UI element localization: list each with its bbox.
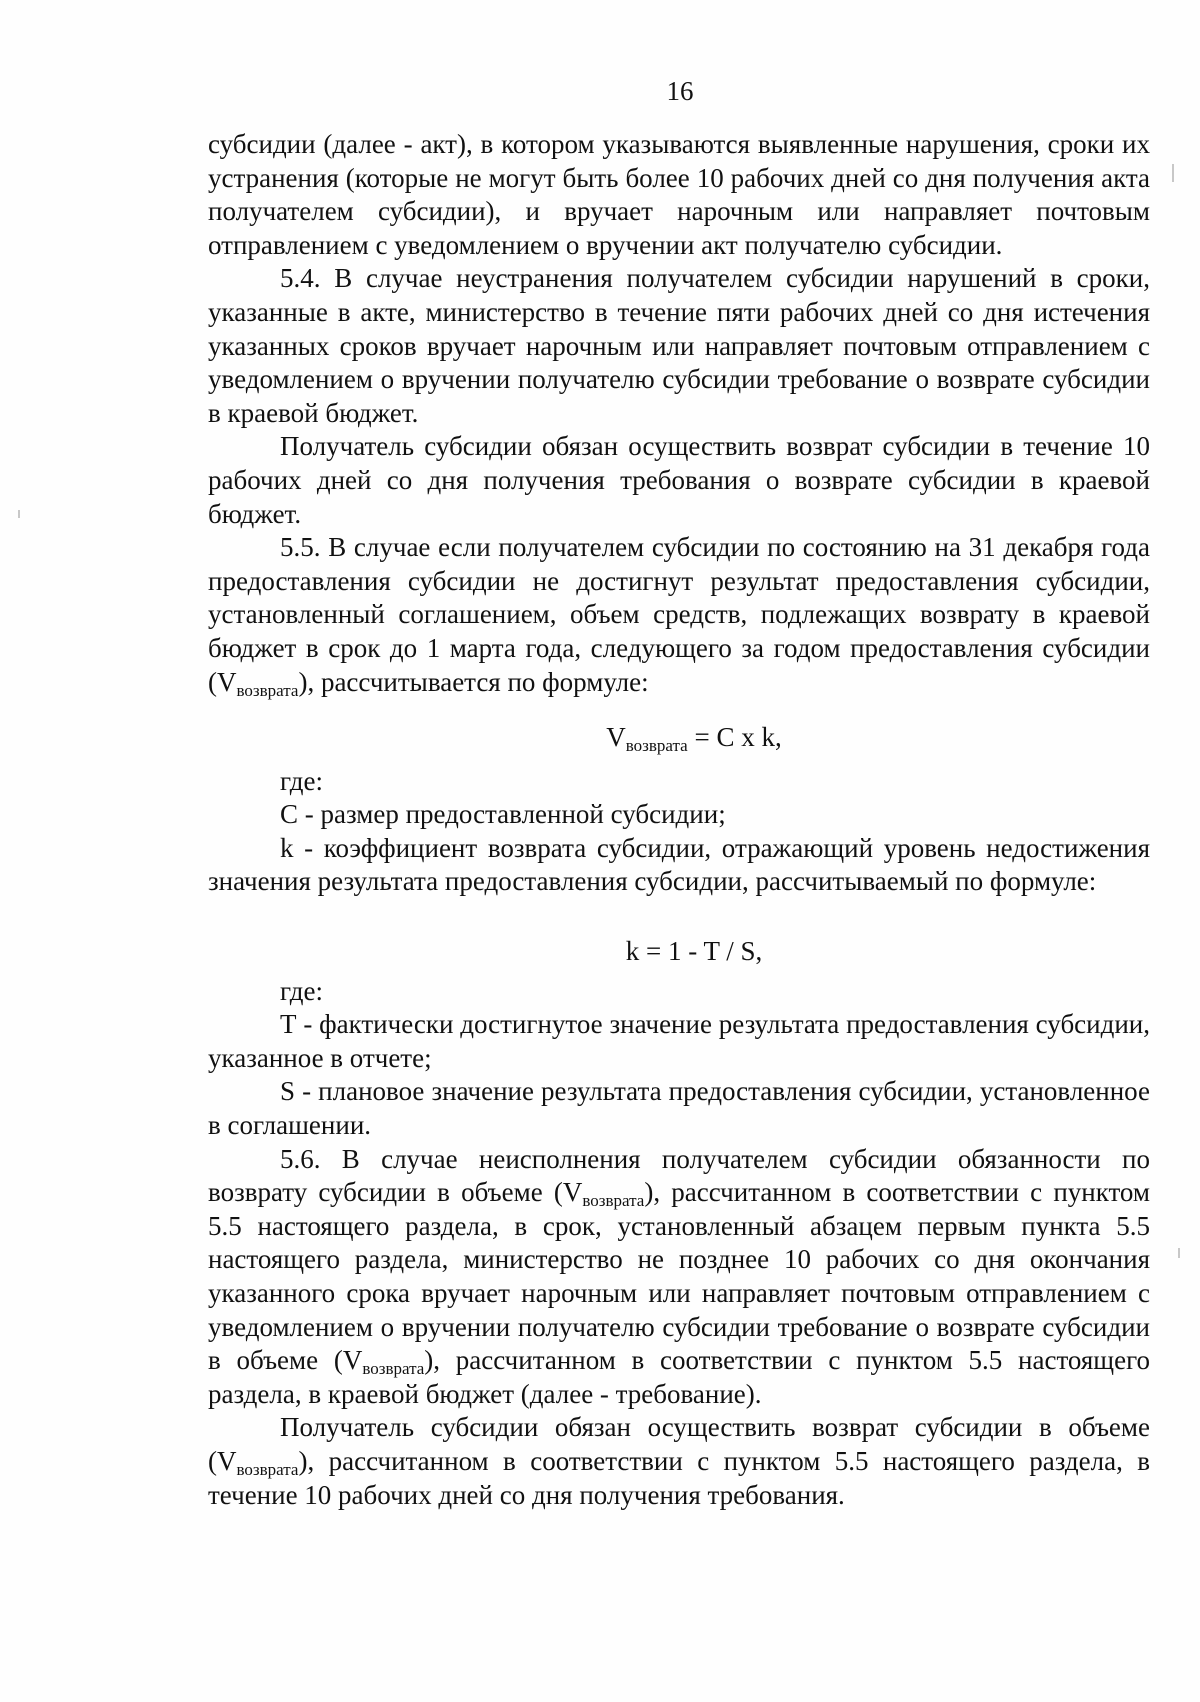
formula-v-rhs: = С x k, <box>687 722 782 753</box>
paragraph-final-part-a: Получатель субсидии обязан осуществить возврат субсидии в объеме (V <box>208 1412 1150 1476</box>
formula-v-subscript: возврата <box>625 736 688 756</box>
paragraph-5-6-subscript-1: возврата <box>582 1191 645 1211</box>
where-label-2: где: <box>280 975 323 1006</box>
paragraph-5-5-text: 5.5. В случае если получателем субсидии по состоянию на 31 декабря года предоставления субсидии не достигнут результат предоставления субсидии, установленный соглашением, объем средств, подлежащих возврату в краевой бюджет в срок до 1 марта года, следующего за годом предоставления субсидии (V <box>208 532 1150 697</box>
scan-artifact-right-mid <box>1178 1248 1180 1258</box>
paragraph-final-part-b: ), рассчитанном в соответствии с пунктом 5.5 настоящего раздела, в течение 10 рабочих дней со дня получения требования. <box>208 1445 1150 1510</box>
where-label-1: где: <box>280 765 323 796</box>
paragraph-5-6 <box>208 1143 1150 1412</box>
paragraph-5-5 <box>208 531 1150 699</box>
subscript-vozvrata: возврата <box>236 680 299 700</box>
paragraph-act-continuation: субсидии (далее - акт), в котором указываются выявленные нарушения, сроки их устранения (которые не могут быть более 10 рабочих дней со дня получения акта получателем субсидии), и вручает нарочным или направляет почтовым отправлением с уведомлением о вручении акт получателю субсидии. <box>208 129 1150 260</box>
definition-k: k - коэффициент возврата субсидии, отражающий уровень недостижения значения результата предоставления субсидии, рассчитываемый по формуле: <box>208 832 1150 897</box>
formula-k: k = 1 - T / S, <box>625 936 763 967</box>
document-body <box>208 128 1150 1512</box>
paragraph-5-4: 5.4. В случае неустранения получателем субсидии нарушений в сроки, указанные в акте, министерство в течение пяти рабочих дней со дня истечения указанных сроков вручает нарочным или направляет почтовым отправлением с уведомлением о вручении получателю субсидии требование о возврате субсидии в краевой бюджет. <box>208 263 1150 428</box>
paragraph-5-6-part-a: 5.6. В случае неисполнения получателем субсидии обязанности по возврату субсидии в объеме (V <box>208 1143 1150 1208</box>
scan-artifact-left <box>18 510 20 518</box>
definition-c: С - размер предоставленной субсидии; <box>280 799 726 830</box>
formula-v-return <box>208 721 1150 755</box>
scan-artifact-right-top <box>1172 164 1174 182</box>
paragraph-5-6-part-c: ), рассчитанном в соответствии с пунктом 5.5 настоящего раздела, в краевой бюджет (далее - требование). <box>208 1345 1150 1409</box>
paragraph-5-6-subscript-2: возврата <box>362 1359 425 1379</box>
page-number: 16 <box>666 76 694 106</box>
paragraph-5-5-tail: ), рассчитывается по формуле: <box>298 666 649 697</box>
definition-t: Т - фактически достигнутое значение результата предоставления субсидии, указанное в отчете; <box>208 1009 1150 1073</box>
paragraph-final-subscript: возврата <box>236 1459 299 1479</box>
definition-s: S - плановое значение результата предоставления субсидии, установленное в соглашении. <box>208 1076 1150 1141</box>
paragraph-5-6-part-b: ), рассчитанном в соответствии с пунктом 5.5 настоящего раздела, в срок, установленный абзацем первым пункта 5.5 настоящего раздела, министерство не позднее 10 рабочих со дня окончания указанного срока вручает нарочным или направляет почтовым отправлением с уведомлением о вручении получателю субсидии требование о возврате субсидии в объеме (V <box>208 1177 1151 1376</box>
paragraph-final-return <box>208 1411 1150 1512</box>
paragraph-return-obligation: Получатель субсидии обязан осуществить возврат субсидии в течение 10 рабочих дней со дня получения требования о возврате субсидии в краевой бюджет. <box>208 431 1150 529</box>
formula-v-lhs: V <box>606 722 626 753</box>
